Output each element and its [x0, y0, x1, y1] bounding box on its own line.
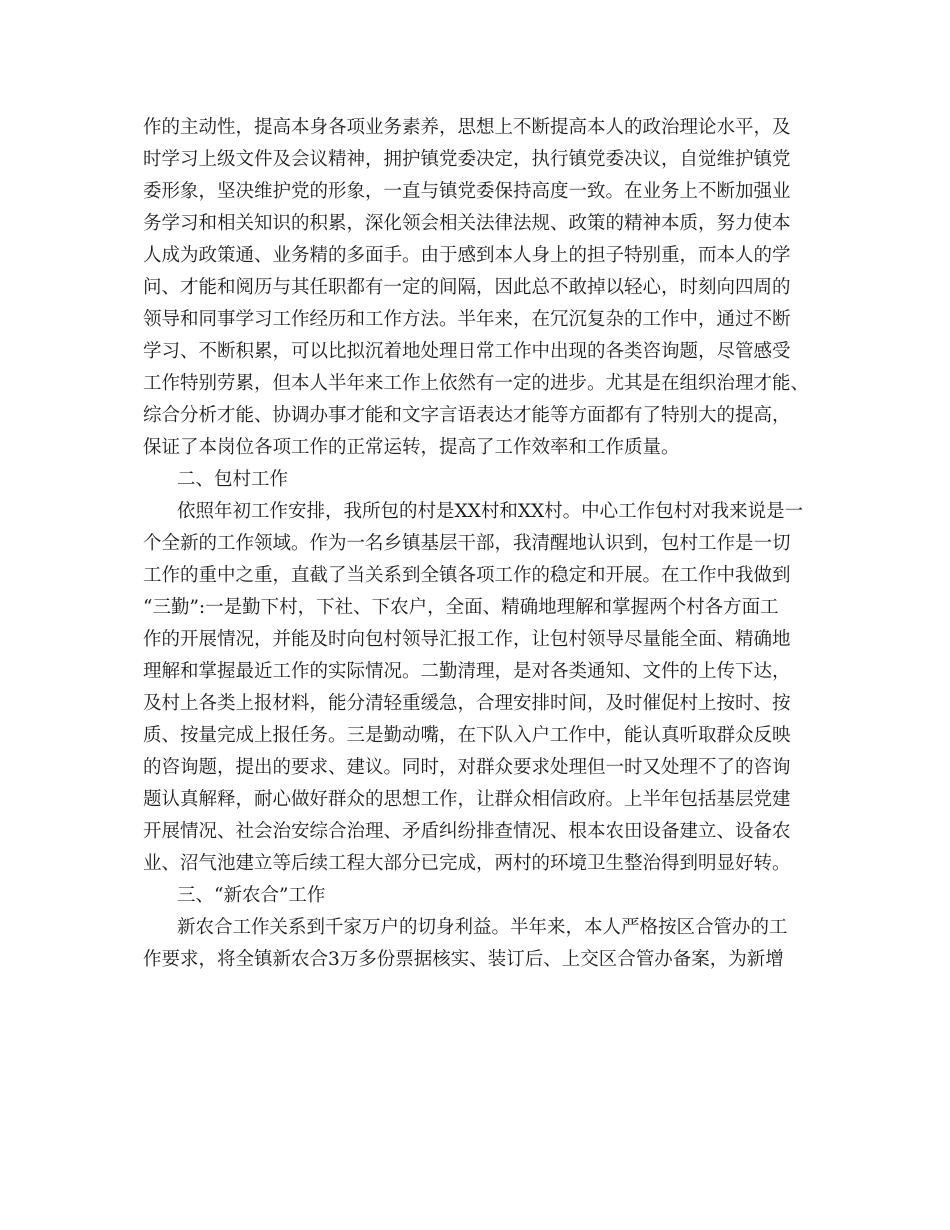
paragraph-line: 保证了本岗位各项工作的正常运转，提高了工作效率和工作质量。 [143, 437, 680, 458]
paragraph-line: 务学习和相关知识的积累，深化领会相关法律法规、政策的精神本质，努力使本 [143, 213, 791, 234]
section-heading-3: 三、“新农合”工作 [177, 885, 326, 906]
paragraph-line: 委形象，坚决维护党的形象，一直与镇党委保持高度一致。在业务上不断加强业 [143, 181, 791, 202]
paragraph-2 [143, 496, 815, 880]
paragraph-line: 理解和掌握最近工作的实际情况。二勤清理，是对各类通知、文件的上传下达， [143, 661, 791, 682]
paragraph-3 [143, 912, 815, 976]
paragraph-line: 问、才能和阅历与其任职都有一定的间隔，因此总不敢掉以轻心，时刻向四周的 [143, 277, 791, 298]
paragraph-line: 个全新的工作领域。作为一名乡镇基层干部，我清醒地认识到，包村工作是一切 [143, 533, 791, 554]
paragraph-line: 领导和同事学习工作经历和工作方法。半年来，在冗沉复杂的工作中，通过不断 [143, 309, 791, 330]
paragraph-line: “三勤”:一是勤下村，下社、下农户，全面、精确地理解和掌握两个村各方面工 [143, 597, 779, 618]
paragraph-line: 依照年初工作安排，我所包的村是XX村和XX村。中心工作包村对我来说是一 [177, 501, 804, 522]
paragraph-line: 作的开展情况，并能及时向包村领导汇报工作，让包村领导尽量能全面、精确地 [143, 629, 791, 650]
paragraph-line: 时学习上级文件及会议精神，拥护镇党委决定，执行镇党委决议，自觉维护镇党 [143, 149, 791, 170]
paragraph-line: 质、按量完成上报任务。三是勤动嘴，在下队入户工作中，能认真听取群众反映 [143, 725, 791, 746]
paragraph-line: 综合分析才能、协调办事才能和文字言语表达才能等方面都有了特别大的提高， [143, 405, 791, 426]
paragraph-line: 学习、不断积累，可以比拟沉着地处理日常工作中出现的各类咨询题，尽管感受 [143, 341, 791, 362]
paragraph-line: 开展情况、社会治安综合治理、矛盾纠纷排查情况、根本农田设备建立、设备农 [143, 821, 791, 842]
document-body [143, 112, 815, 976]
paragraph-line: 题认真解释，耐心做好群众的思想工作，让群众相信政府。上半年包括基层党建 [143, 789, 791, 810]
paragraph-line: 新农合工作关系到千家万户的切身利益。半年来，本人严格按区合管办的工 [177, 917, 788, 938]
paragraph-line: 的咨询题，提出的要求、建议。同时，对群众要求处理但一时又处理不了的咨询 [143, 757, 791, 778]
paragraph-line: 业、沼气池建立等后续工程大部分已完成，两村的环境卫生整治得到明显好转。 [143, 853, 791, 874]
paragraph-line: 及村上各类上报材料，能分清轻重缓急，合理安排时间，及时催促村上按时、按 [143, 693, 791, 714]
paragraph-line: 人成为政策通、业务精的多面手。由于感到本人身上的担子特别重，而本人的学 [143, 245, 791, 266]
paragraph-line: 作要求，将全镇新农合3万多份票据核实、装订后、上交区合管办备案，为新增 [143, 949, 784, 970]
paragraph-1 [143, 112, 815, 464]
paragraph-line: 作的主动性，提高本身各项业务素养，思想上不断提高本人的政治理论水平，及 [143, 117, 791, 138]
paragraph-line: 工作特别劳累，但本人半年来工作上依然有一定的进步。尤其是在组织治理才能、 [143, 373, 810, 394]
paragraph-line: 工作的重中之重，直截了当关系到全镇各项工作的稳定和开展。在工作中我做到 [143, 565, 791, 586]
section-heading-2: 二、包村工作 [177, 469, 289, 490]
